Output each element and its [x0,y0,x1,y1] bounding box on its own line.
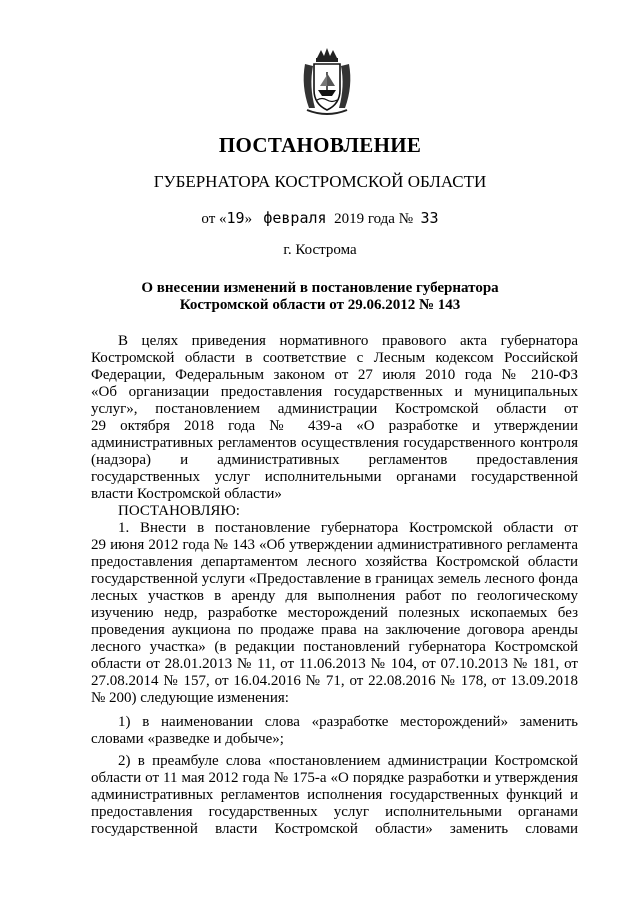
date-year: 2019 года № [334,211,414,227]
date-prefix: от « [201,211,227,227]
item-1-line: 27.08.2014 № 157, от 16.04.2016 № 71, от 22.08.2016 № 178, от 13.09.2018 [91,673,578,689]
preamble-line: Федерации, Федеральным законом от 27 июля 2010 года № 210-ФЗ [91,367,578,383]
preamble-line: 29 октября 2018 года № 439-а «О разработке и утверждении [91,418,578,434]
item-1-line: области от 28.01.2013 № 11, от 11.06.2013 № 104, от 07.10.2013 № 181, от [91,656,578,672]
item-1-line: лесных участков в аренду для выполнения работ по геологическому [91,588,578,604]
preamble-line: В целях приведения нормативного правового акта губернатора [118,333,578,349]
subitem-1-line: 1) в наименовании слова «разработке месторождений» заменить [118,714,578,730]
preamble-line: услуг», постановлением администрации Костромской области от [91,401,578,417]
item-1-line: проведения аукциона по продаже права на заключение договора аренды [91,622,578,638]
resolve-line: ПОСТАНОВЛЯЮ: [118,503,240,519]
subitem-2-line: области от 11 мая 2012 года № 175-а «О порядке разработки и утверждения [91,770,578,786]
doc-heading-line-1: О внесении изменений в постановление губернатора [141,280,499,296]
document-number: 33 [420,209,439,227]
subitem-2-line: государственной власти Костромской области» заменить словами [91,821,578,837]
city-line: г. Кострома [283,242,357,258]
item-1-line: № 200) следующие изменения: [91,690,289,706]
preamble-line: власти Костромской области» [91,486,282,502]
item-1-line: лесного участка» (в редакции постановлений губернатора Костромской [91,639,578,655]
kostroma-coat-of-arms-icon [297,46,357,118]
subitem-2-line: предоставления государственных услуг исполнительными органами [91,804,578,820]
item-1-line: 29 июня 2012 года № 143 «Об утверждении административного регламента [91,537,578,553]
preamble-line: Костромской области в соответствие с Лесным кодексом Российской [91,350,578,366]
date-sep: » [244,211,253,227]
doc-heading-line-2: Костромской области от 29.06.2012 № 143 [179,297,461,313]
preamble-line: (надзора) и административных регламентов предоставления [91,452,578,468]
document-title: ПОСТАНОВЛЕНИЕ [218,133,422,157]
item-1-line: государственной услуги «Предоставление в границах земель лесного фонда [91,571,578,587]
date-day: 19 [226,209,245,227]
preamble-line: административных регламентов осуществления государственного контроля [91,435,578,451]
subitem-2-line: 2) в преамбуле слова «постановлением администрации Костромской [118,753,578,769]
preamble-line: государственных услуг исполнительными органами государственной [91,469,578,485]
subitem-1-line: словами «разведке и добыче»; [91,731,284,747]
item-1-line: 1. Внести в постановление губернатора Костромской области от [118,520,578,536]
item-1-line: предоставления департаментом лесного хозяйства Костромской области [91,554,578,570]
issuer-title: ГУБЕРНАТОРА КОСТРОМСКОЙ ОБЛАСТИ [153,172,487,191]
item-1-line: изучению недр, разработке месторождений полезных ископаемых без [91,605,578,621]
date-line [0,209,640,228]
preamble-line: «Об организации предоставления государственных и муниципальных [91,384,578,400]
date-month: февраля [263,209,327,227]
subitem-2-line: административных регламентов исполнения государственных функций и [91,787,578,803]
